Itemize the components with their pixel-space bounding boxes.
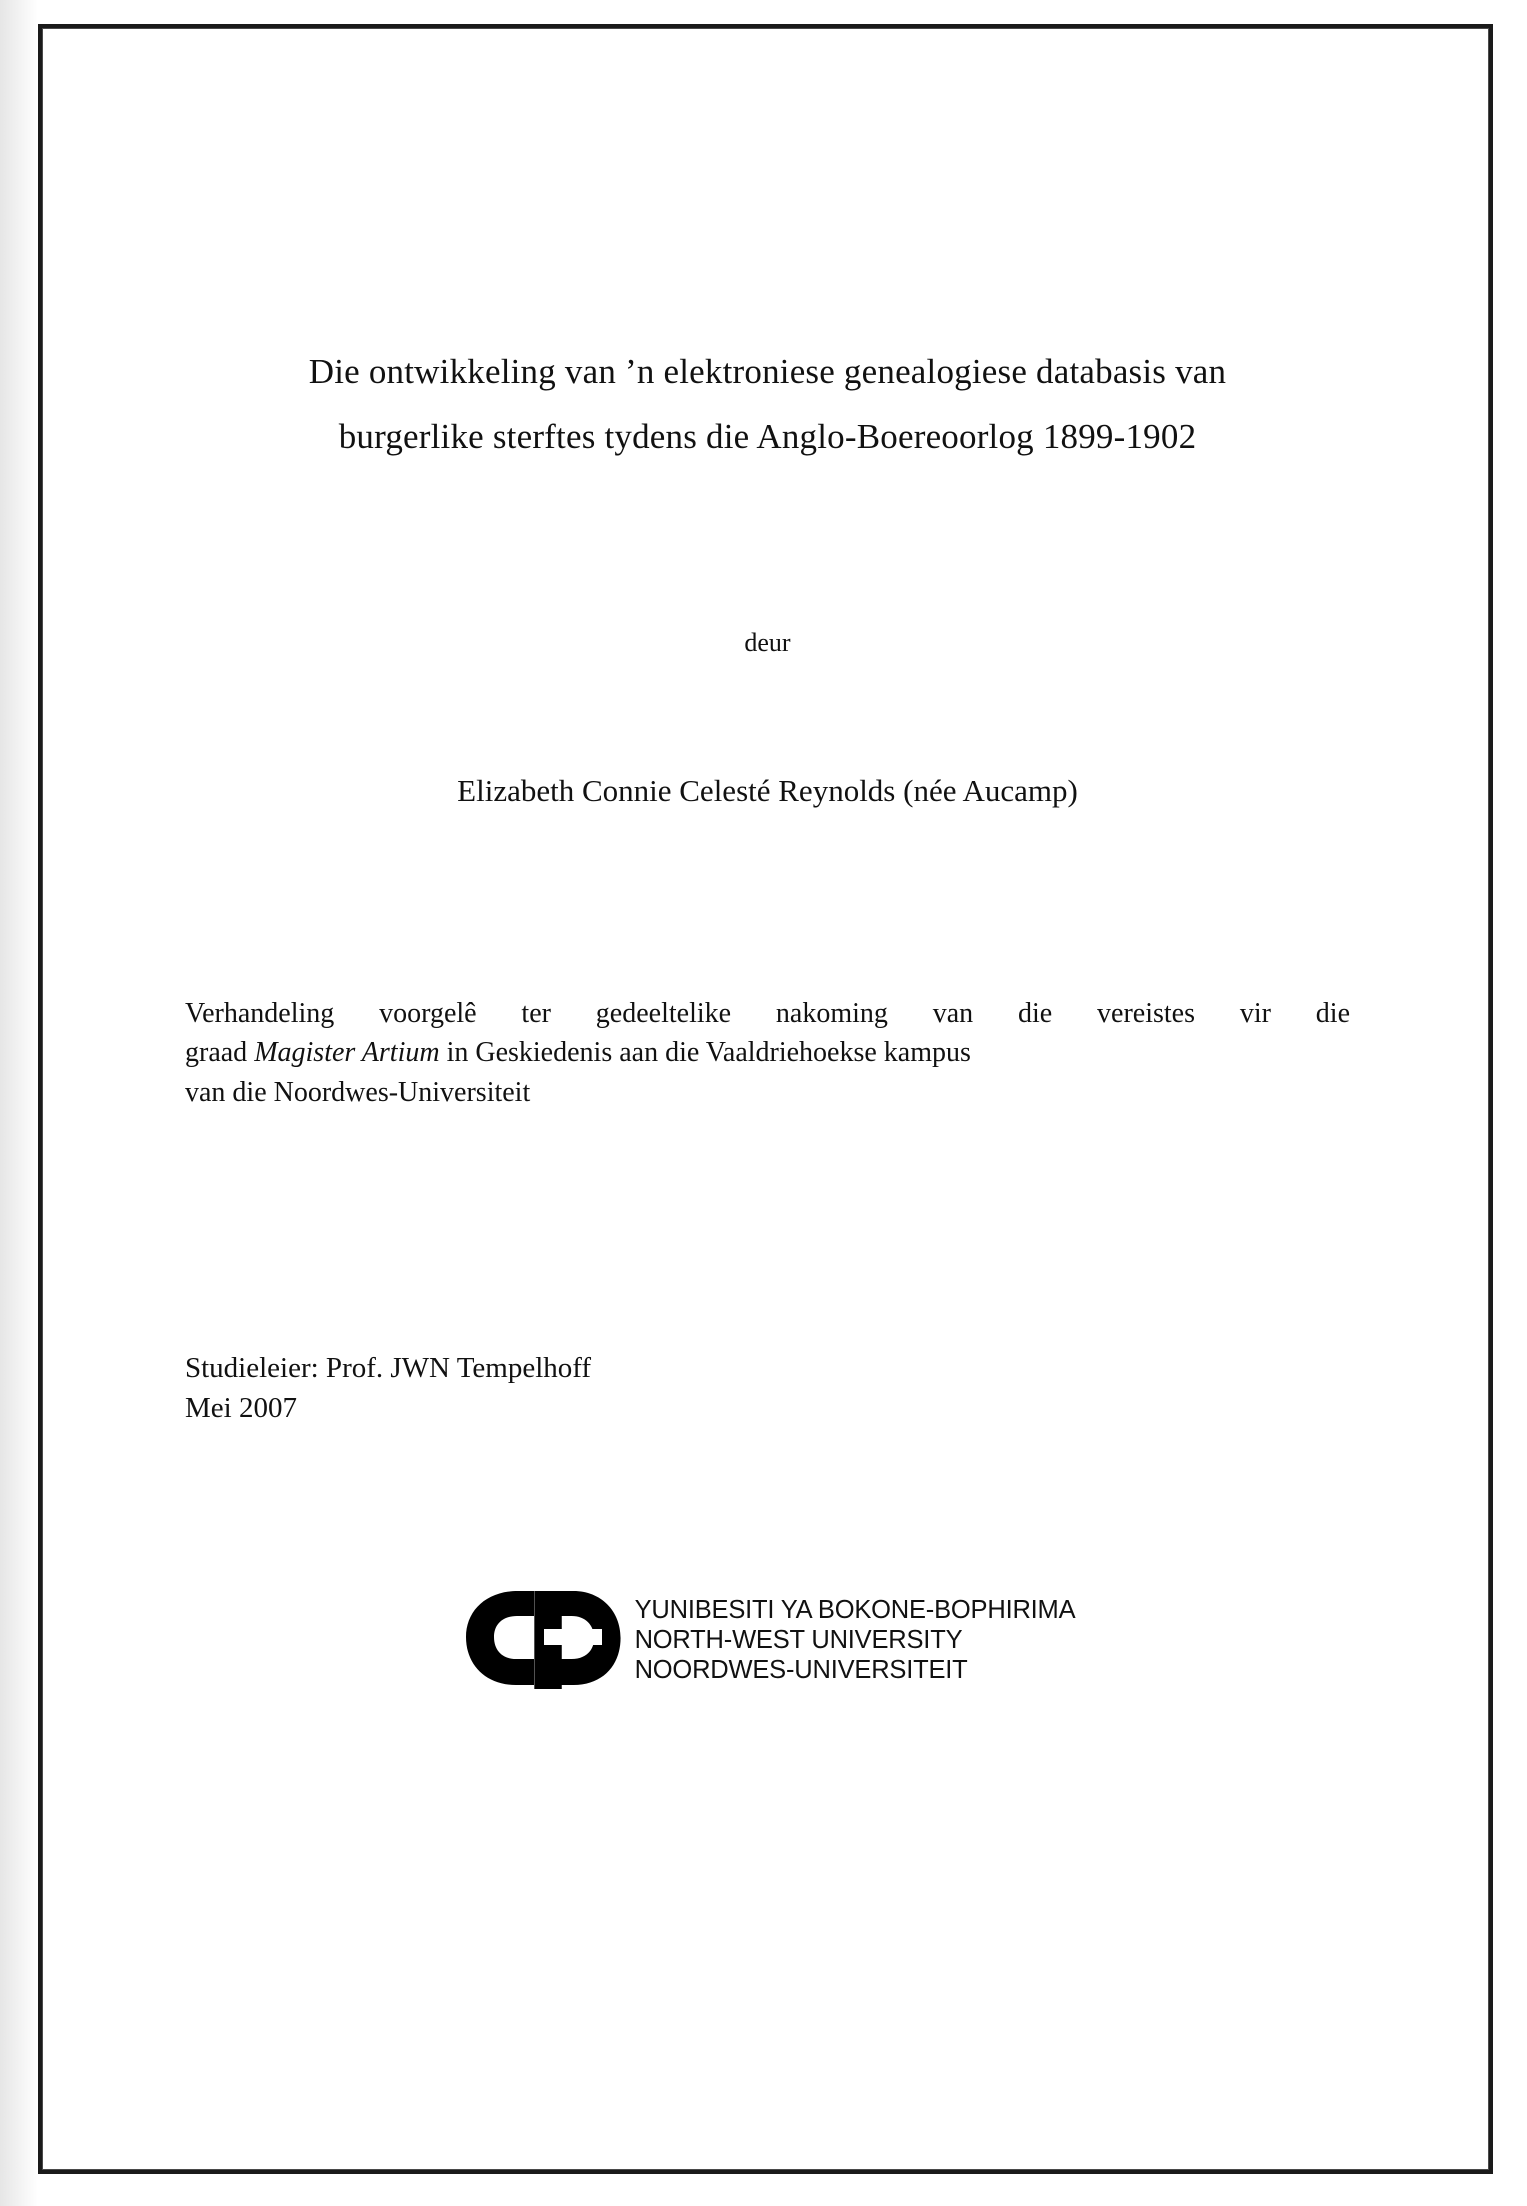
supervisor-name: Studieleier: Prof. JWN Tempelhoff <box>185 1351 592 1384</box>
title-line-2: burgerlike sterftes tydens die Anglo-Boereoorlog 1899-1902 <box>338 416 1197 456</box>
nwu-logo-icon <box>460 1585 625 1695</box>
by-label: deur <box>744 627 791 657</box>
degree-statement-line-1: Verhandeling voorgelê ter gedeeltelike nakoming van die vereistes vir die <box>185 997 1350 1029</box>
supervisor-block <box>185 1348 1350 1428</box>
degree-name: Magister Artium <box>254 1037 440 1069</box>
university-logo-text <box>635 1595 1076 1685</box>
page-title <box>185 340 1350 470</box>
logo-text-line-1: YUNIBESITI YA BOKONE-BOPHIRIMA <box>634 1595 1076 1624</box>
scan-gutter-shading <box>0 0 38 2206</box>
author-name: Elizabeth Connie Celesté Reynolds (née Aucamp) <box>457 772 1078 808</box>
degree-statement-line-3: van die Noordwes-Universiteit <box>185 1077 531 1108</box>
degree-statement-line-2-pre: graad <box>185 1037 255 1069</box>
logo-text-line-2: NORTH-WEST UNIVERSITY <box>634 1625 963 1654</box>
degree-statement-line-2-post: in Geskiedenis aan die Vaaldriehoekse kampus <box>439 1037 971 1069</box>
degree-statement <box>185 994 1350 1113</box>
submission-date: Mei 2007 <box>185 1391 297 1424</box>
title-line-1: Die ontwikkeling van ’n elektroniese genealogiese databasis van <box>308 352 1227 391</box>
logo-text-line-3: NOORDWES-UNIVERSITEIT <box>634 1656 968 1685</box>
degree-statement-line-2 <box>185 1033 1350 1073</box>
university-logo <box>185 1585 1350 1695</box>
title-page-content <box>185 340 1350 1685</box>
